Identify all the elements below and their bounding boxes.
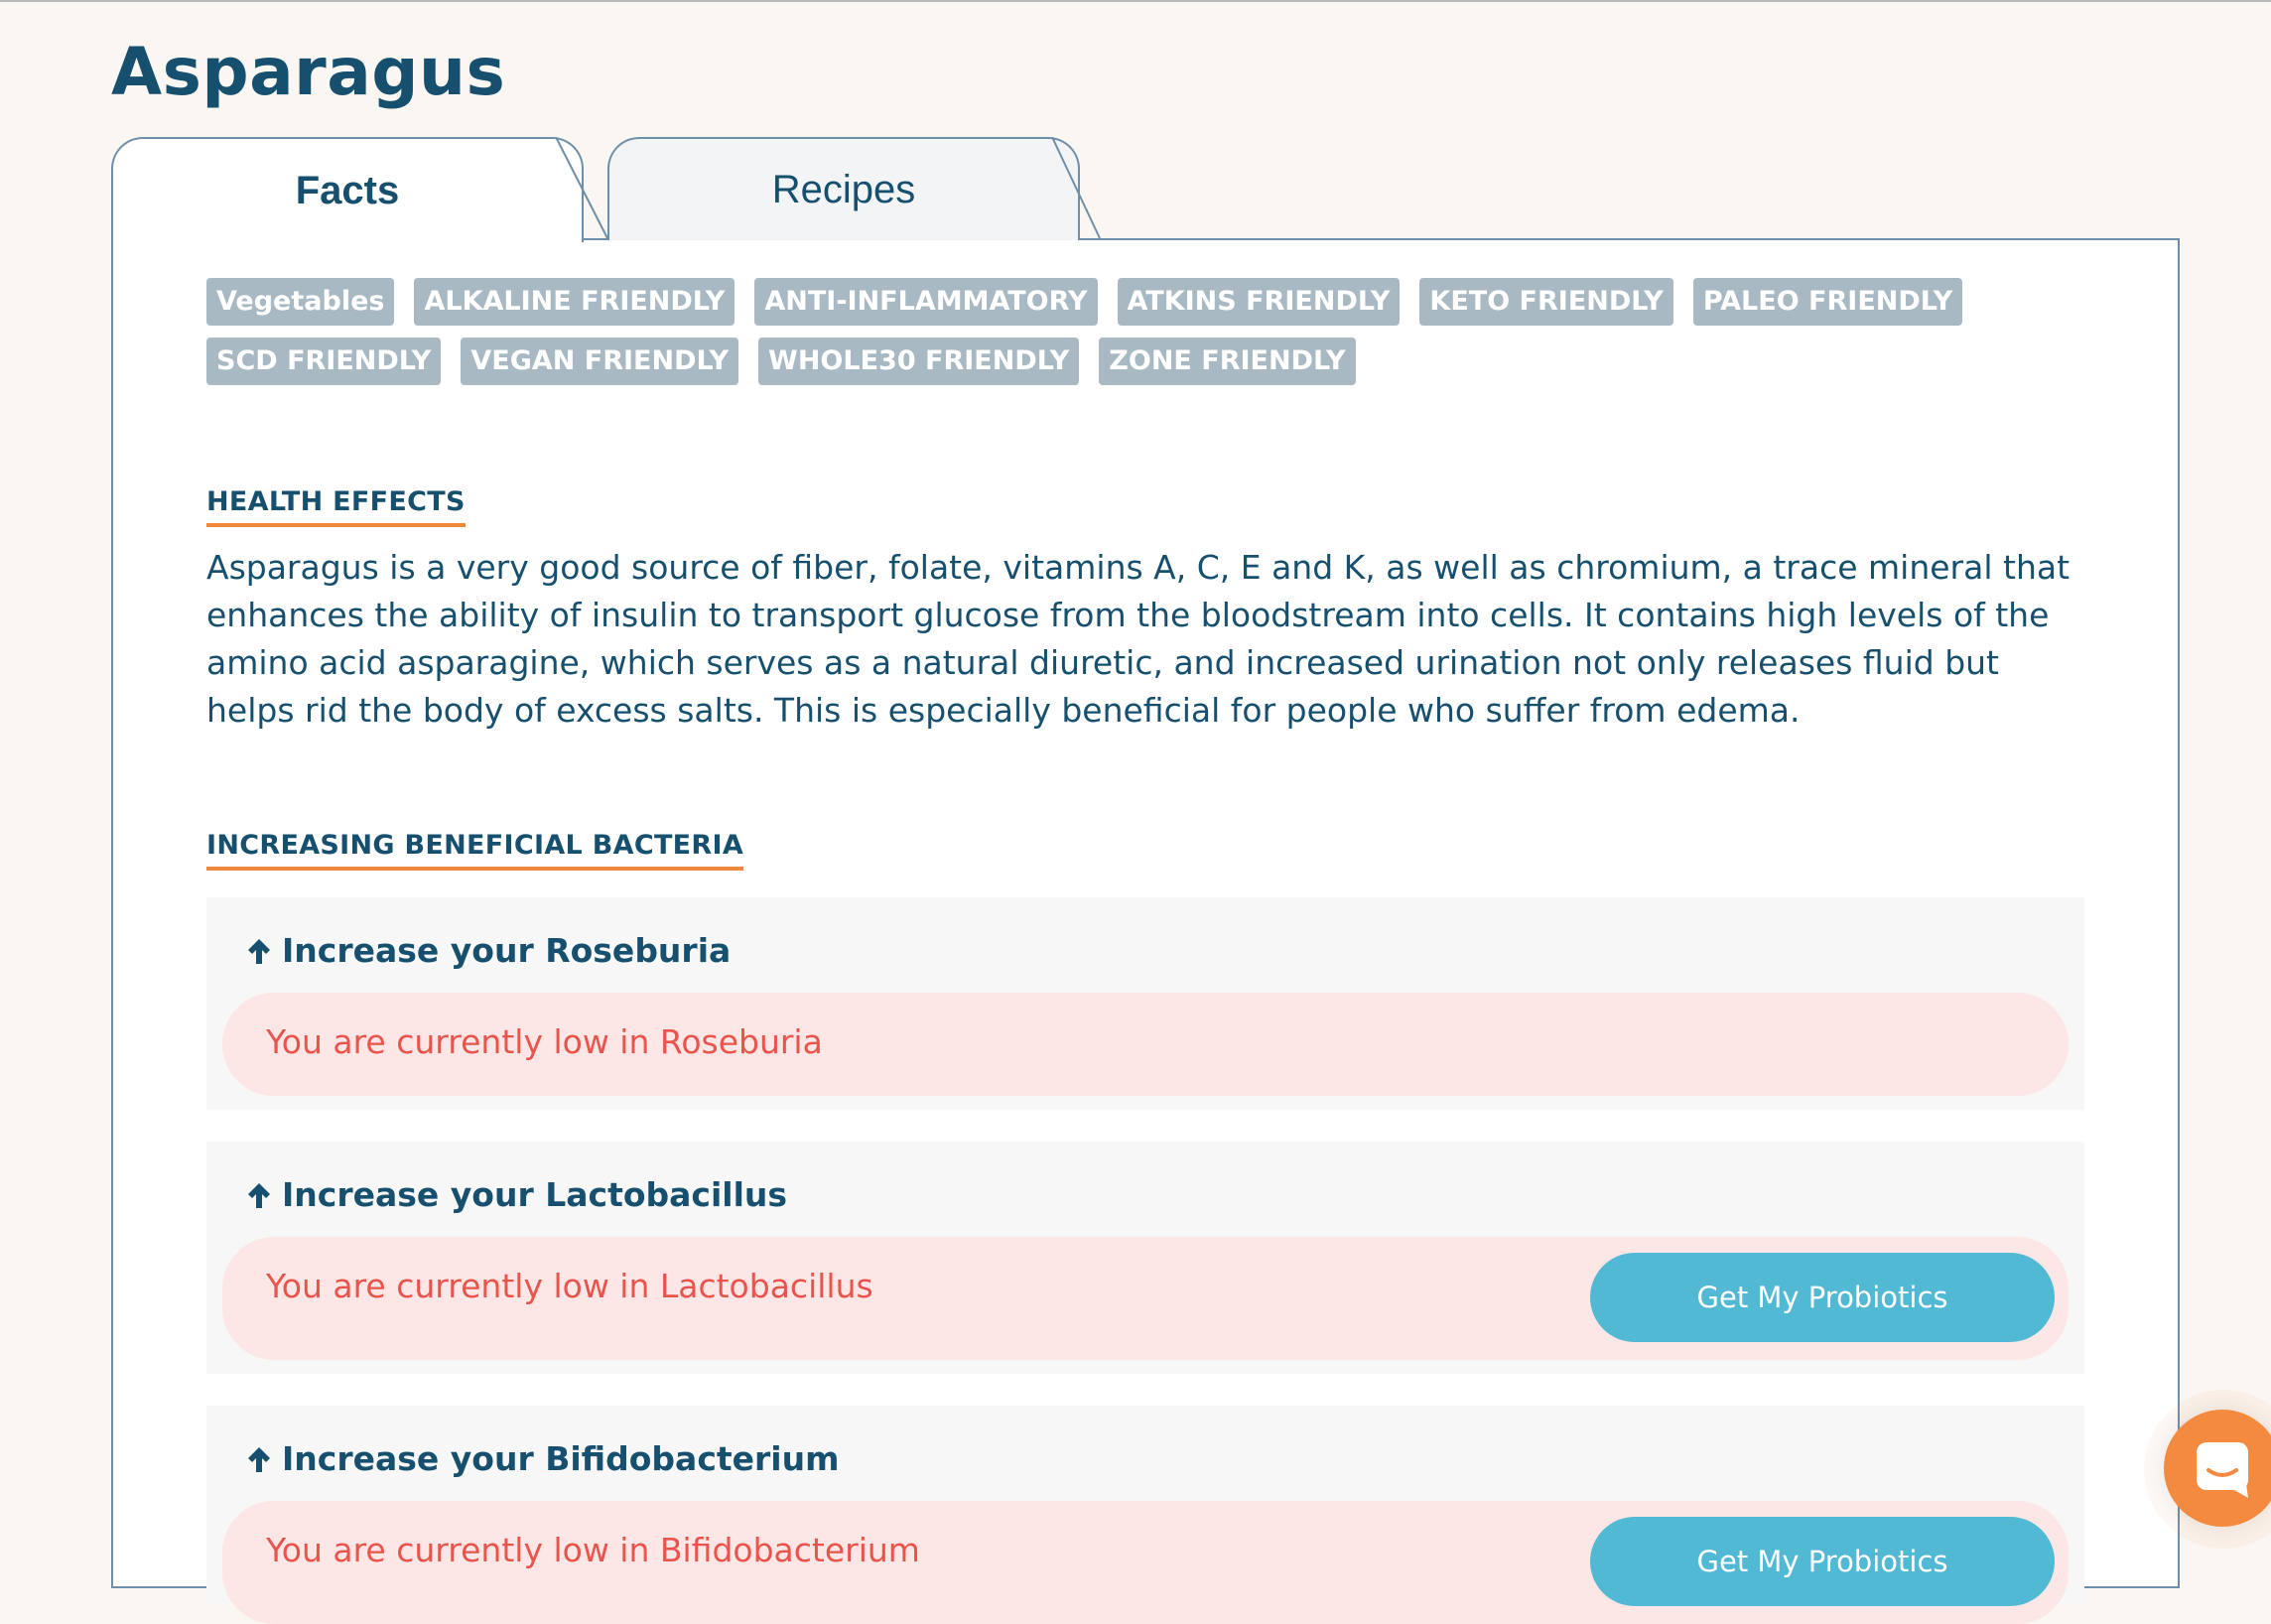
get-my-probiotics-button[interactable]: Get My Probiotics [1590, 1253, 2055, 1342]
bacteria-card-title-text: Increase your Roseburia [282, 931, 732, 970]
bacteria-status-text: You are currently low in Roseburia [266, 1022, 823, 1061]
tag-alkaline-friendly[interactable]: ALKALINE FRIENDLY [414, 278, 735, 326]
get-my-probiotics-button[interactable]: Get My Probiotics [1590, 1517, 2055, 1606]
tab-facts-slant [556, 137, 611, 240]
arrow-up-icon [244, 1444, 274, 1474]
bacteria-card-lactobacillus [206, 1142, 2084, 1374]
bacteria-card-title [244, 931, 731, 970]
chat-icon [2191, 1436, 2254, 1500]
tag-atkins-friendly[interactable]: ATKINS FRIENDLY [1118, 278, 1401, 326]
tag-row-2 [206, 338, 1993, 385]
tag-keto-friendly[interactable]: KETO FRIENDLY [1419, 278, 1672, 326]
tab-facts[interactable] [111, 137, 584, 242]
tag-vegan-friendly[interactable]: VEGAN FRIENDLY [461, 338, 738, 385]
arrow-up-icon [244, 936, 274, 966]
bacteria-heading: INCREASING BENEFICIAL BACTERIA [206, 830, 743, 871]
tab-facts-label: Facts [295, 168, 400, 212]
tab-recipes-slant [1052, 137, 1108, 240]
health-effects-heading: HEALTH EFFECTS [206, 486, 466, 527]
bacteria-status-alert [222, 1501, 2069, 1624]
bacteria-card-title [244, 1175, 787, 1214]
page-title: Asparagus [111, 34, 506, 110]
tag-scd-friendly[interactable]: SCD FRIENDLY [206, 338, 441, 385]
tab-recipes[interactable] [607, 137, 1080, 240]
bacteria-status-text: You are currently low in Bifidobacterium [266, 1531, 920, 1569]
bacteria-card-title-text: Increase your Lactobacillus [282, 1175, 788, 1214]
bacteria-card-title-text: Increase your Bifidobacterium [282, 1439, 840, 1478]
bacteria-status-text: You are currently low in Lactobacillus [266, 1267, 873, 1305]
tag-row-1 [206, 278, 1993, 326]
bacteria-card-roseburia [206, 897, 2084, 1110]
bacteria-card-title [244, 1439, 840, 1478]
bacteria-status-alert [222, 1237, 2069, 1360]
tag-zone-friendly[interactable]: ZONE FRIENDLY [1099, 338, 1355, 385]
tag-anti-inflammatory[interactable]: ANTI-INFLAMMATORY [754, 278, 1097, 326]
top-rule [0, 0, 2271, 2]
tag-whole30-friendly[interactable]: WHOLE30 FRIENDLY [758, 338, 1079, 385]
bacteria-status-alert [222, 993, 2069, 1096]
tab-recipes-label: Recipes [771, 167, 916, 211]
tag-vegetables[interactable]: Vegetables [206, 278, 394, 326]
tag-paleo-friendly[interactable]: PALEO FRIENDLY [1693, 278, 1963, 326]
chat-launcher-button[interactable] [2164, 1410, 2271, 1527]
health-effects-text: Asparagus is a very good source of fiber, folate, vitamins A, C, E and K, as well as chromium, a trace mineral that enhances the ability of insulin to transport glucose from the bloodstream into cells. It contains high levels of the amino acid asparagine, which serves as a natural diuretic, and increased urination not only releases fluid but helps rid the body of excess salts. This is especially beneficial for people who suffer from edema. [206, 548, 2071, 730]
diet-tags [206, 278, 1993, 397]
bacteria-card-bifidobacterium [206, 1406, 2084, 1604]
arrow-up-icon [244, 1180, 274, 1210]
